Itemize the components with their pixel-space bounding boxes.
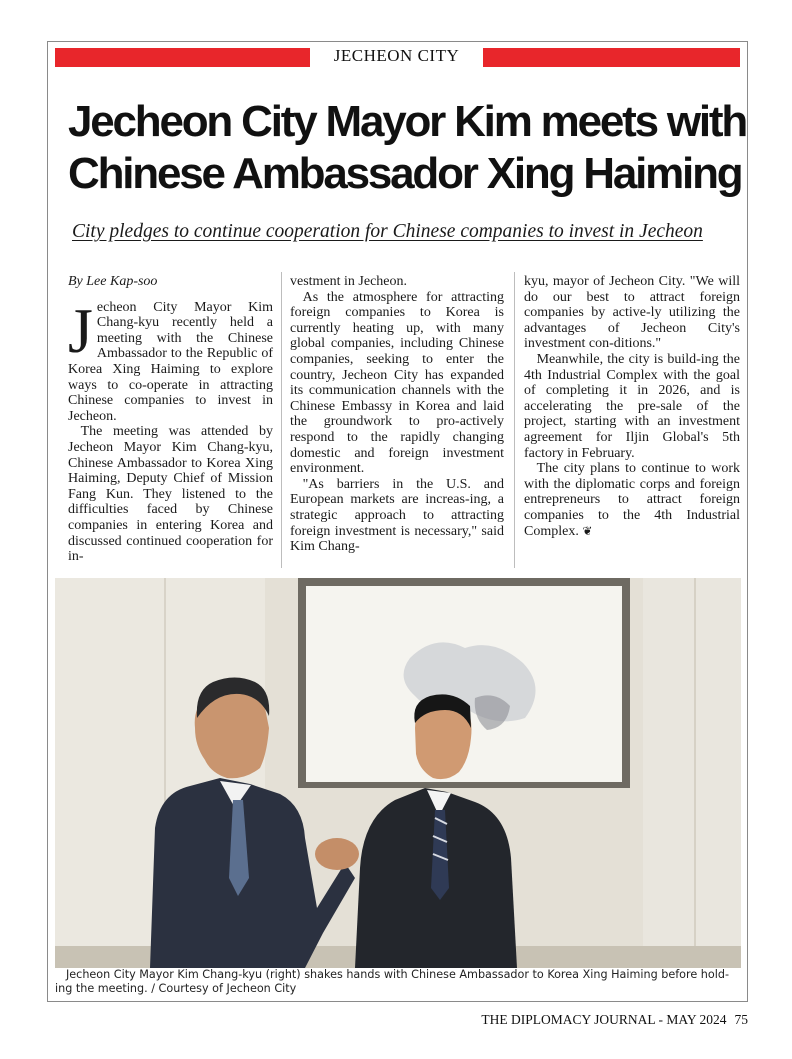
section-bar-right [483, 48, 740, 67]
paragraph-5: Meanwhile, the city is build-ing the 4th Industrial Complex with the goal of completing it in 2026, and is accelerating the pre-sale of the project, starting with an investment agreement for Iljin Global's 5th factory in February. [524, 351, 740, 461]
paragraph-4: "As barriers in the U.S. and European markets are increas-ing, a strategic approach to attracting foreign investment is necessary," said Kim Chang- [290, 476, 504, 555]
photo-illustration [55, 578, 741, 968]
paragraph-6-text: The city plans to continue to work with the diplomatic corps and foreign entrepreneurs to attract foreign companies to the 4th Industrial Complex. [524, 461, 740, 539]
column-rule-2 [514, 272, 515, 568]
subheadline: City pledges to continue cooperation for Chinese companies to invest in Jecheon [72, 221, 703, 242]
photo-caption: Jecheon City Mayor Kim Chang-kyu (right) shakes hands with Chinese Ambassador to Korea Xing Haiming before hold-ing the meeting. / Courtesy of Jecheon City [55, 968, 729, 995]
headline [68, 96, 748, 200]
section-label: JECHEON CITY [333, 46, 460, 65]
paragraph-4-continued: kyu, mayor of Jecheon City. "We will do our best to attract foreign companies by active-ly utilizing the advantages of Jecheon City's investment con-ditions." [524, 274, 740, 352]
paragraph-1-text: echeon City Mayor Kim Chang-kyu recently held a meeting with the Chinese Ambassador to the Republic of Korea Xing Haiming to explore ways to co-operate in attracting Chinese companies to invest in Jecheon. [68, 299, 273, 424]
article-column-2 [290, 274, 504, 555]
page-footer [473, 1012, 748, 1028]
article-column-3 [524, 274, 740, 539]
drop-cap: J [68, 294, 93, 366]
headline-line-1: Jecheon City Mayor Kim meets with [68, 97, 747, 146]
paragraph-2-continued: vestment in Jecheon. [290, 274, 408, 289]
byline: By Lee Kap-soo [68, 274, 158, 289]
paragraph-3: As the atmosphere for attracting foreign companies to Korea is currently heating up, with many global companies, including Chinese companies, seeking to enter the country, Jecheon City has expanded its communication channels with the Chinese Embassy in Korea and laid the groundwork to pro-actively respond to the rapidly changing domestic and foreign investment environment. [290, 289, 504, 477]
paragraph-1 [68, 294, 273, 425]
headline-line-2: Chinese Ambassador Xing Haiming [68, 149, 742, 198]
end-mark-icon: ❦ [582, 523, 593, 538]
publication-name: THE DIPLOMACY JOURNAL - MAY 2024 [481, 1012, 727, 1027]
paragraph-2: The meeting was attended by Jecheon Mayor Kim Chang-kyu, Chinese Ambassador to Korea Xing Haiming, Deputy Chief of Mission Fang Kun. They listened to the difficulties faced by Chinese companies in entering Korea and discussed continued cooperation for in- [68, 424, 273, 565]
page-number: 75 [734, 1012, 748, 1027]
column-rule-1 [281, 272, 282, 568]
section-bar-left [55, 48, 310, 67]
article-photo [55, 578, 741, 968]
paragraph-6 [524, 461, 740, 539]
article-column-1 [68, 274, 273, 565]
